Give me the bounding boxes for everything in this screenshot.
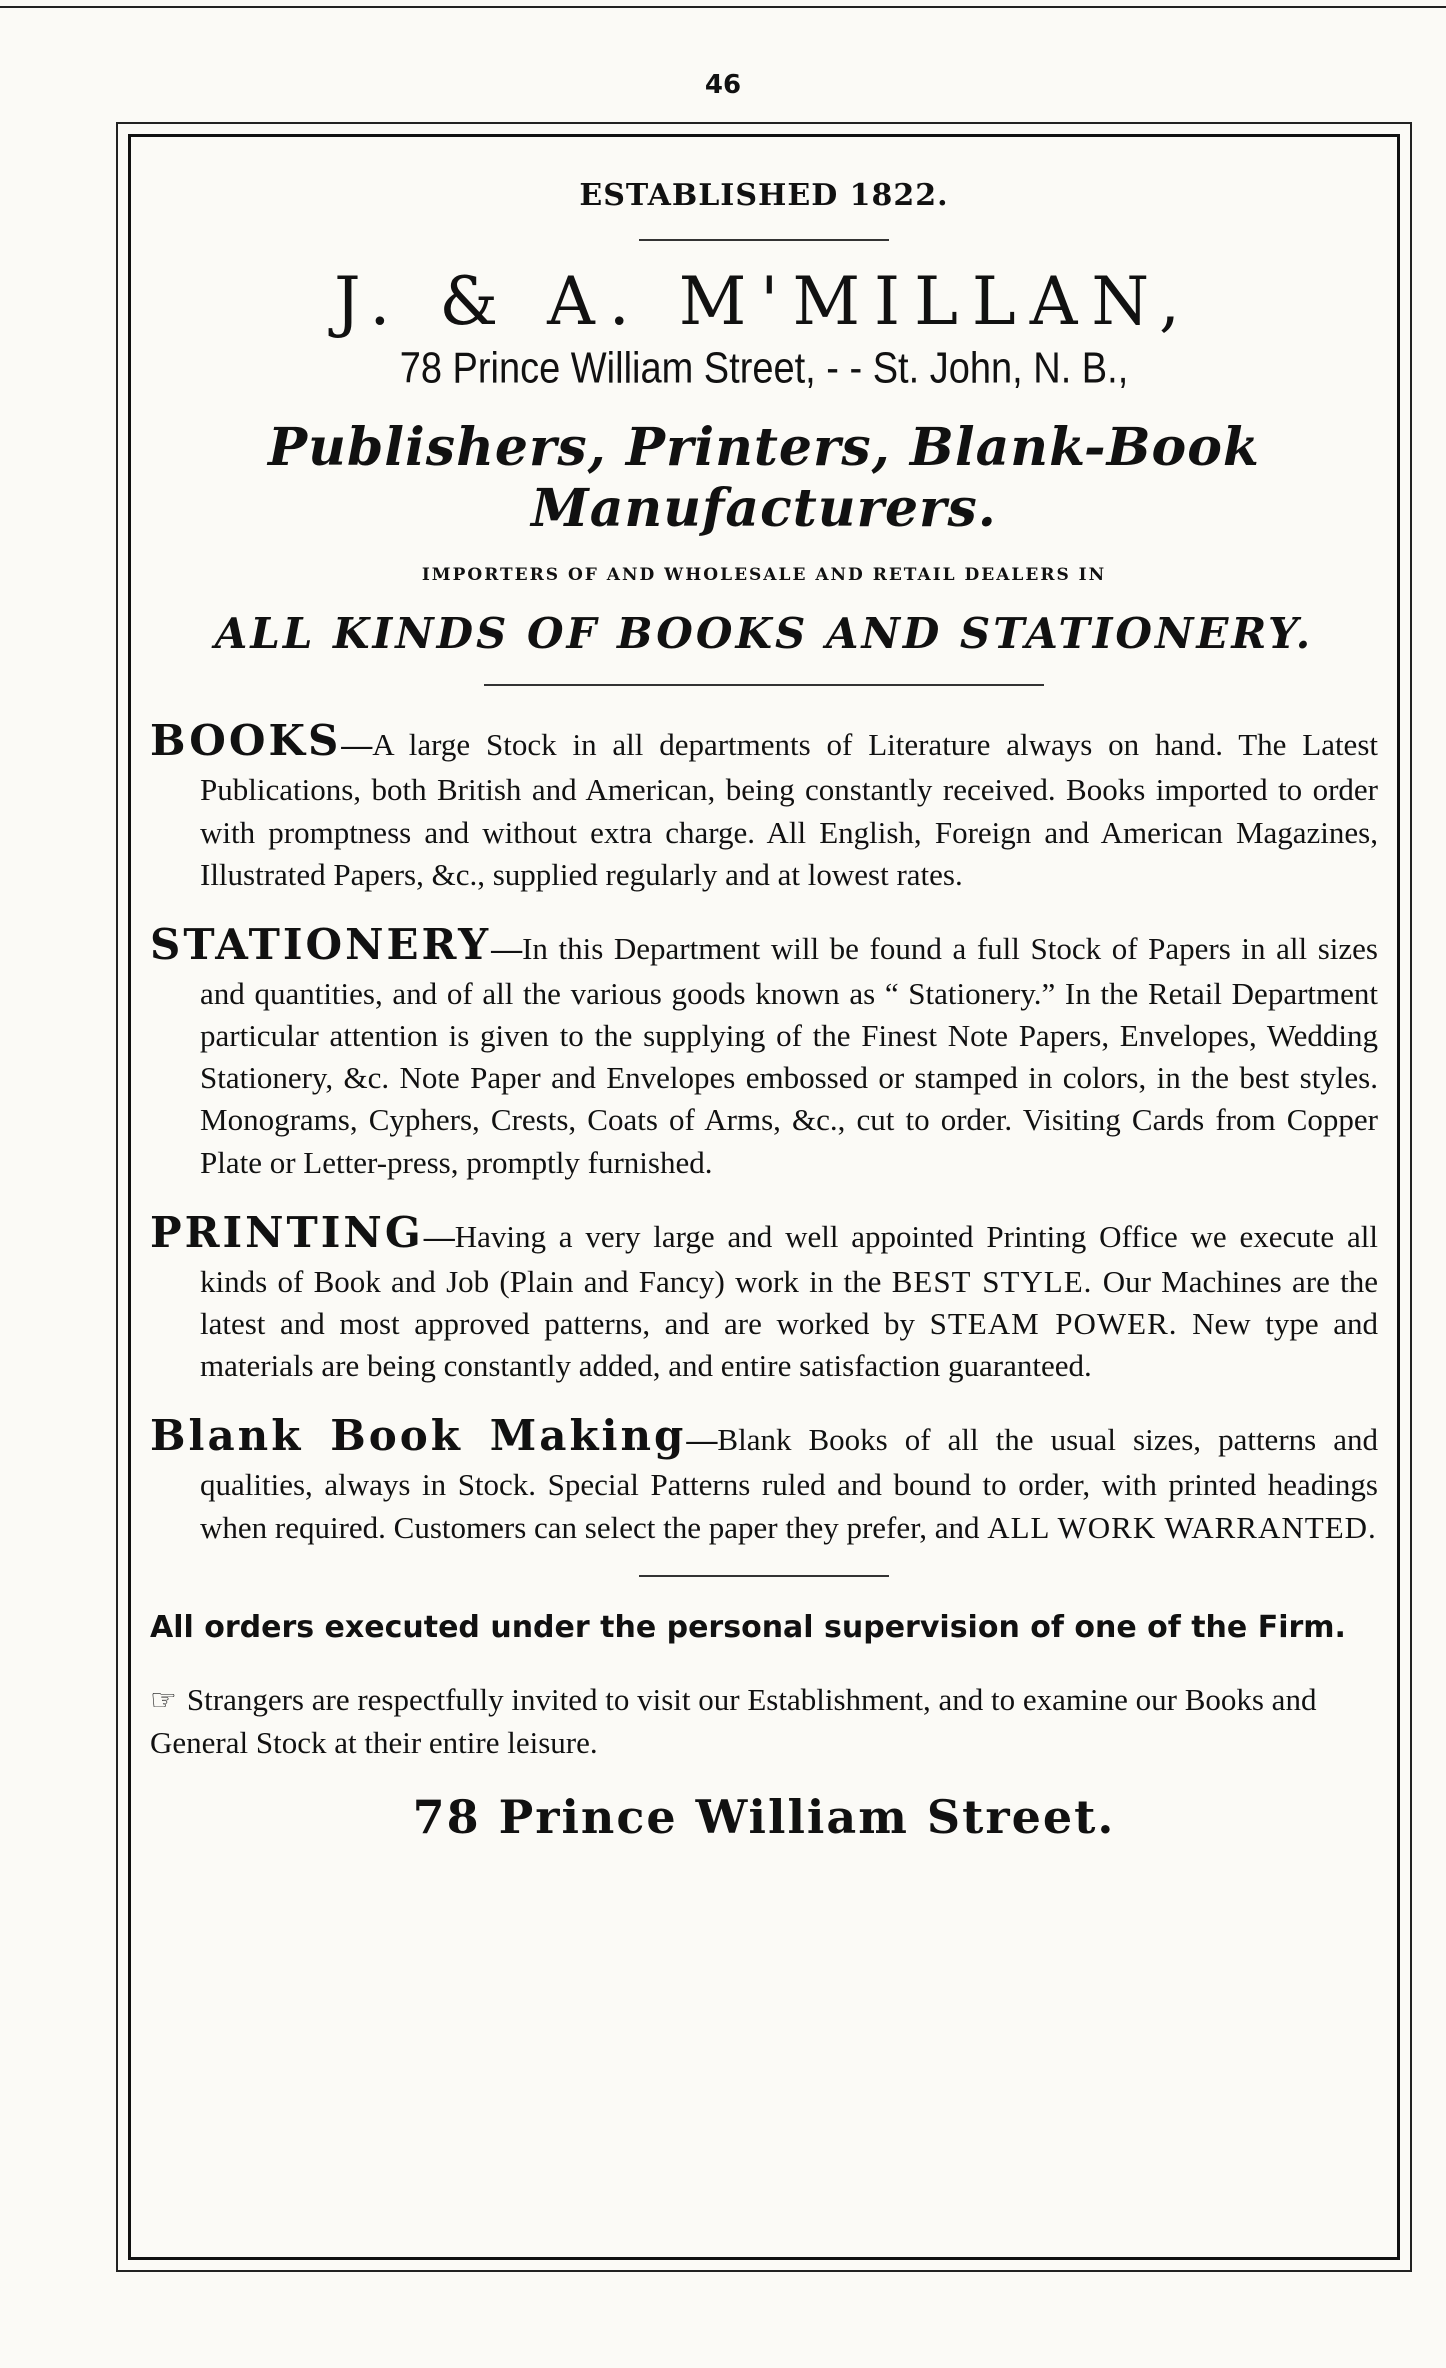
importers-line: IMPORTERS OF AND WHOLESALE AND RETAIL DEALERS IN (421, 565, 1107, 586)
divider (639, 239, 889, 241)
section-text: In this Department will be found a full Stock of Papers in all sizes and quantities, and of all the various goods known as “ Stationery.” In the Retail Department particular attention is given to the supplying of the Finest Note Papers, Envelopes, Wedding Stationery, &c. Note Paper and Envelopes embossed or stamped in colors, in the best styles. Monograms, Cyphers, Crests, Coats of Arms, &c., cut to order. Visiting Cards from Copper Plate or Letter-press, promptly furnished. (200, 930, 1378, 1180)
steam-power-emphasis: STEAM POWER. (929, 1306, 1178, 1342)
section-printing (150, 1204, 1378, 1388)
divider (639, 1575, 889, 1577)
section-stationery (150, 916, 1378, 1184)
section-text: Our Machines are the latest and most approved patterns, and are worked by (200, 1263, 1378, 1342)
strangers-note (150, 1679, 1378, 1763)
page-number: 46 (704, 70, 742, 100)
section-text: A large Stock in all departments of Literature always on hand. The Latest Publications, both British and American, being constantly received. Books imported to order with promptness and without extra charge. All English, Foreign and American Magazines, Illustrated Papers, &c., supplied regularly and at lowest rates. (200, 727, 1378, 892)
section-text: Blank Books of all the usual sizes, patterns and qualities, always in Stock. Special Patterns ruled and bound to order, with printed headings when required. Customers can select the paper they prefer, and (200, 1422, 1379, 1545)
top-rule (0, 6, 1446, 8)
heading-dash: — (491, 930, 523, 966)
section-blank-book (150, 1407, 1378, 1548)
best-style-emphasis: BEST STYLE. (891, 1263, 1093, 1299)
divider (484, 684, 1044, 686)
section-text: New type and materials are being constantly added, and entire satisfaction guaranteed. (200, 1306, 1378, 1384)
section-heading: Blank Book Making (150, 1411, 687, 1461)
footer-address: 78 Prince William Street. (412, 1789, 1116, 1844)
firm-name: J. & A. M'MILLAN, (334, 263, 1194, 340)
orders-note: All orders executed under the personal supervision of one of the Firm. (150, 1609, 1346, 1645)
section-heading: PRINTING (150, 1207, 424, 1257)
warranted-emphasis: ALL WORK WARRANTED. (987, 1509, 1377, 1545)
all-kinds-heading: ALL KINDS OF BOOKS AND STATIONERY. (214, 609, 1314, 659)
section-books (150, 712, 1378, 896)
advertisement-content (150, 170, 1378, 1844)
section-heading: BOOKS (150, 716, 342, 766)
established-line: ESTABLISHED 1822. (579, 178, 949, 213)
section-text: Having a very large and well appointed Printing Office we execute all kinds of Book and Job (Plain and Fancy) work in the (200, 1218, 1378, 1299)
section-heading: STATIONERY (150, 919, 492, 969)
heading-dash: — (423, 1218, 455, 1254)
heading-dash: — (341, 727, 373, 763)
heading-dash: — (686, 1422, 718, 1458)
pointing-hand-icon: ☞ (150, 1684, 177, 1718)
strangers-text: Strangers are respectfully invited to visit our Establishment, and to examine our Books and General Stock at their entire leisure. (150, 1682, 1317, 1760)
firm-trades: Publishers, Printers, Blank-Book Manufacturers. (268, 417, 1260, 540)
firm-address: 78 Prince William Street, - - St. John, N. B., (399, 345, 1129, 394)
